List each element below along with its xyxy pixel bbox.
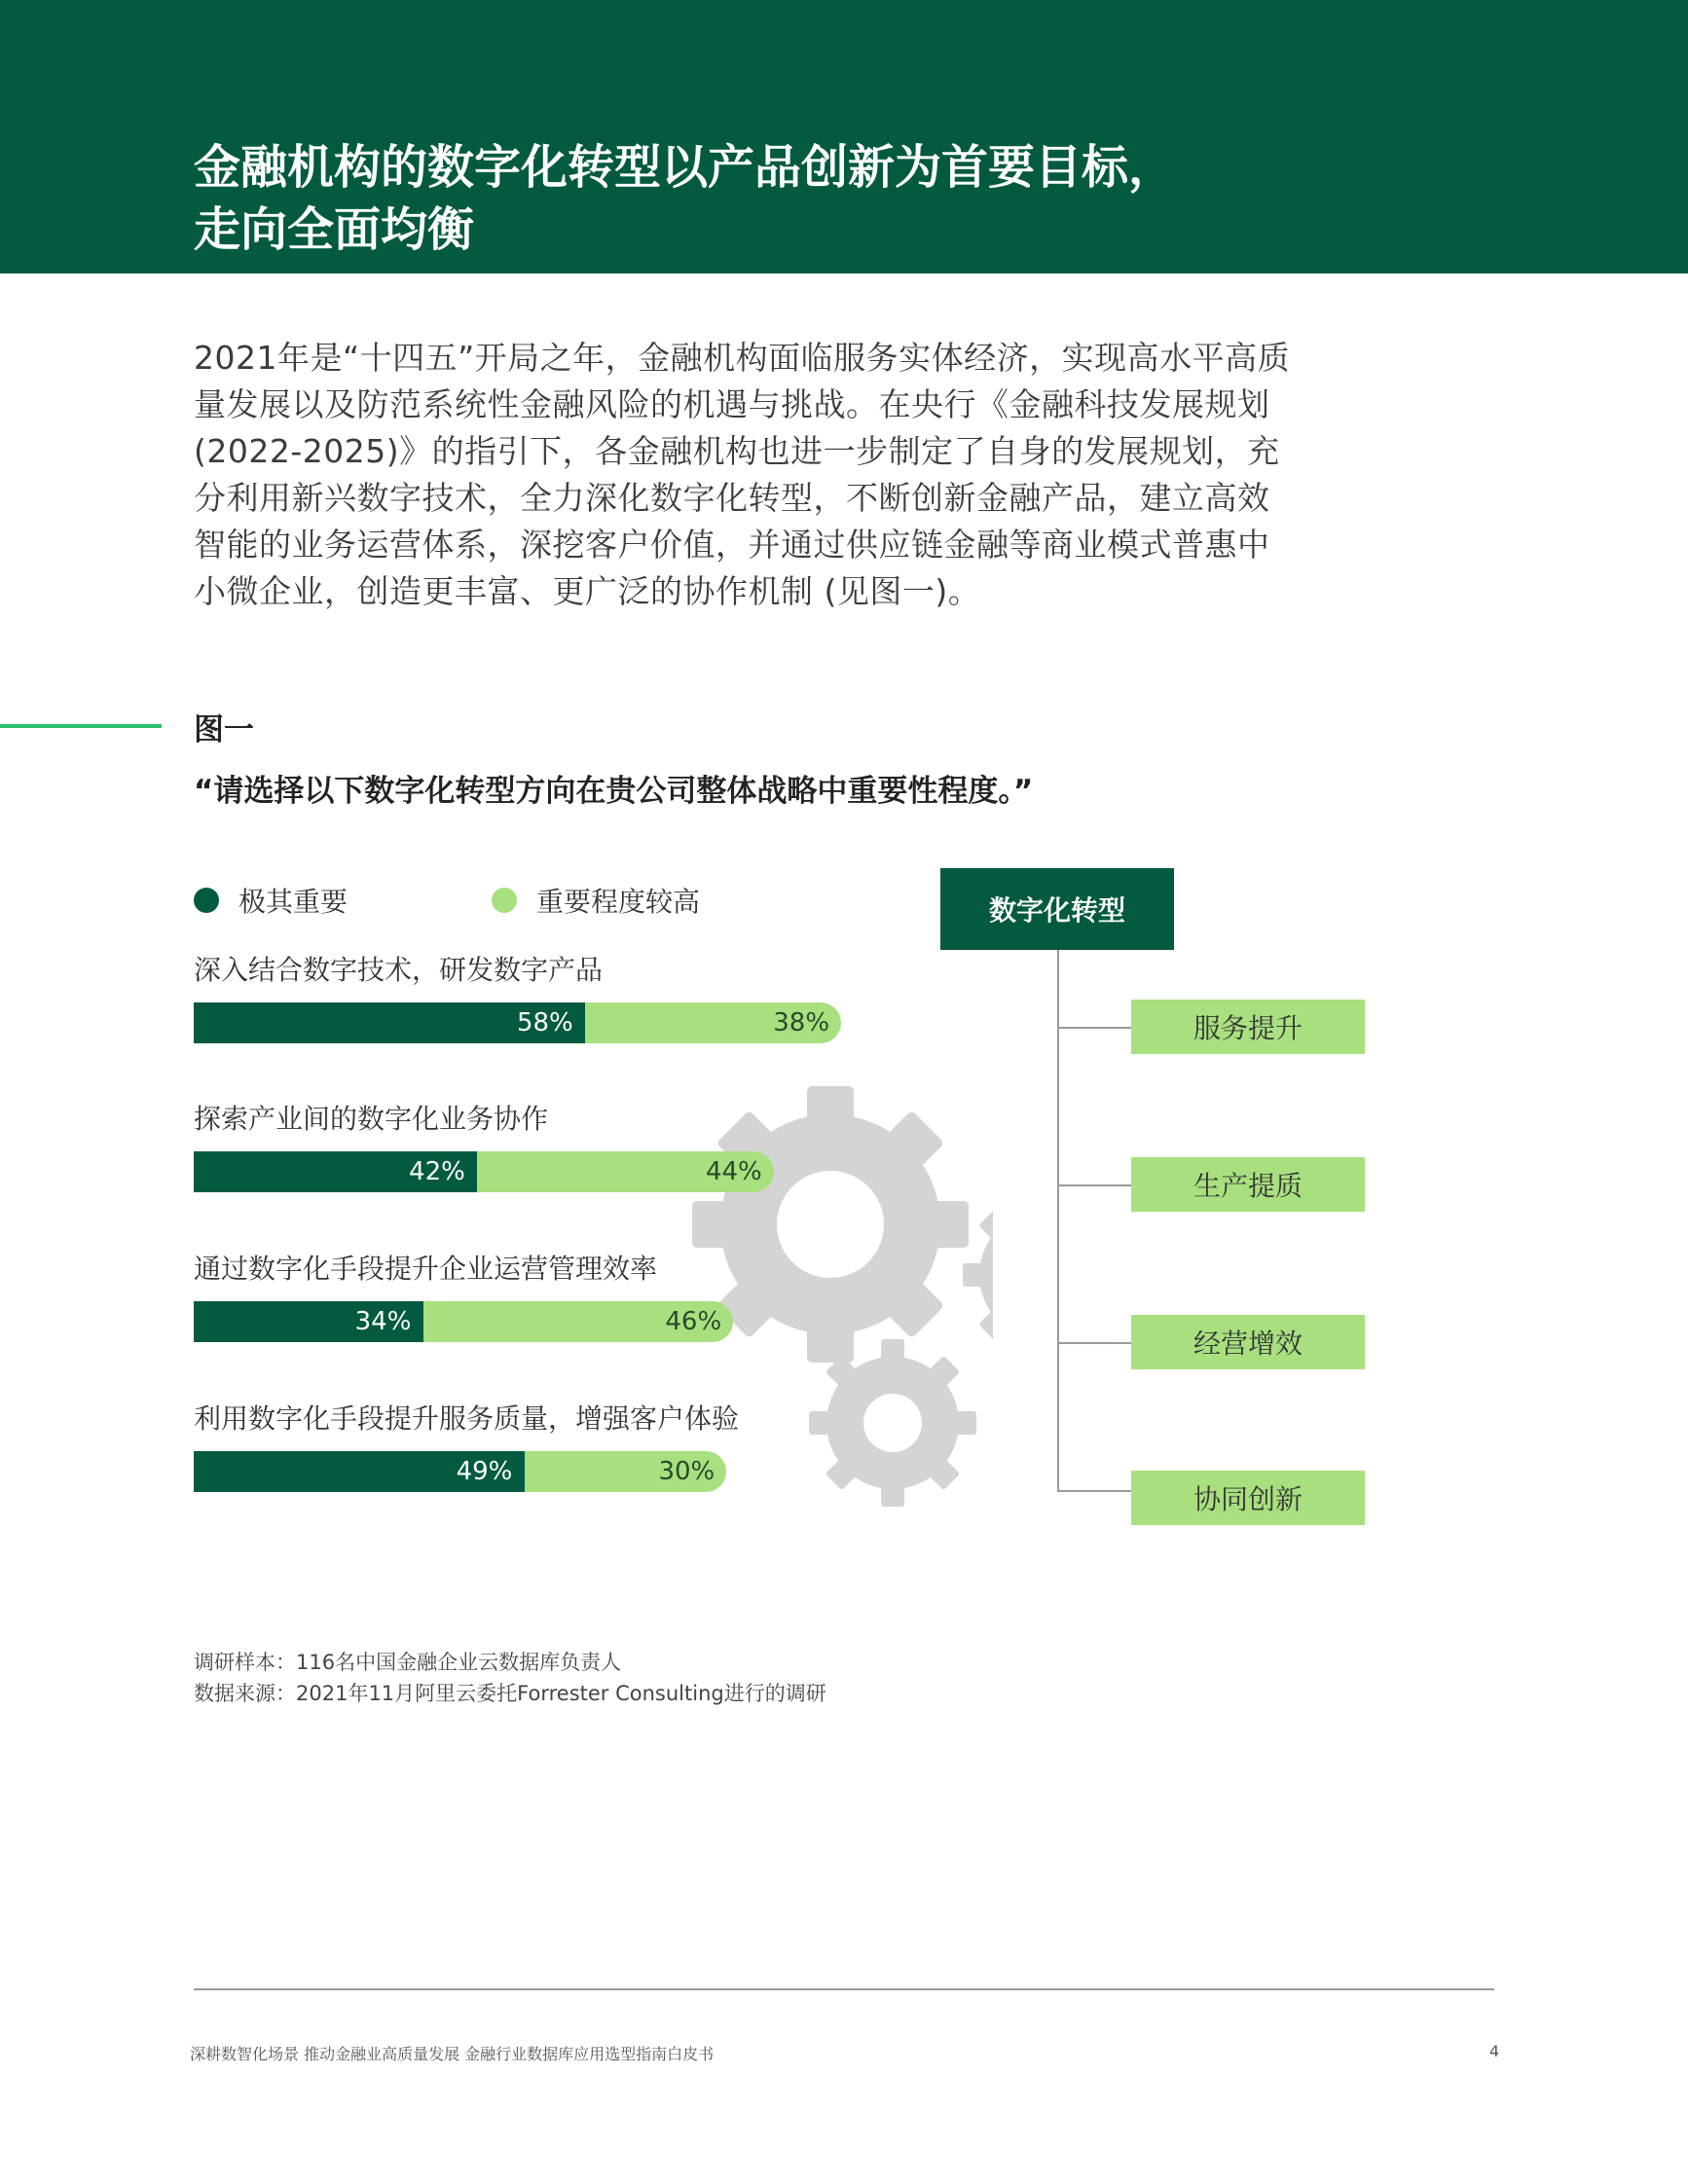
intro-line: 小微企业，创造更丰富、更广泛的协作机制 (见图一)。 (194, 572, 981, 610)
bar-row-4 (194, 1400, 739, 1492)
legend-item-high-importance (492, 881, 700, 920)
intro-line: 2021年是“十四五”开局之年，金融机构面临服务实体经济，实现高水平高质 (194, 339, 1291, 377)
bar-value-label: 34% (354, 1307, 412, 1336)
diagram-leaf-node: 服务提升 (1131, 1000, 1365, 1054)
diagram-leaf-node: 生产提质 (1131, 1157, 1365, 1212)
bar-track (194, 1301, 722, 1342)
diagram-trunk-line (1057, 950, 1059, 1491)
diagram-branch-line (1057, 1027, 1131, 1029)
bar-value-label: 58% (516, 1008, 573, 1037)
bar-category-label: 探索产业间的数字化业务协作 (194, 1103, 549, 1135)
footer-rule (194, 1988, 1494, 1990)
bar-category-label: 通过数字化手段提升企业运营管理效率 (194, 1253, 658, 1285)
figure-question: “请选择以下数字化转型方向在贵公司整体战略中重要性程度。” (194, 774, 1034, 809)
legend-swatch-dark (194, 888, 219, 913)
bar-value-label: 42% (409, 1157, 465, 1186)
figure-accent-rule (0, 724, 162, 728)
bar-row-2 (194, 1100, 762, 1192)
bar-value-label: 38% (773, 1008, 830, 1037)
diagram-root-node: 数字化转型 (940, 868, 1174, 950)
diagram-branch-line (1057, 1184, 1131, 1186)
page-title-line-1: 金融机构的数字化转型以产品创新为首要目标， (194, 140, 1176, 195)
intro-line: 智能的业务运营体系，深挖客户价值，并通过供应链金融等商业模式普惠中 (194, 526, 1270, 564)
intro-line: (2022-2025)》的指引下，各金融机构也进一步制定了自身的发展规划，充 (194, 432, 1280, 470)
bar-category-label: 利用数字化手段提升服务质量，增强客户体验 (194, 1402, 740, 1435)
footer-text: 深耕数智化场景 推动金融业高质量发展 金融行业数据库应用选型指南白皮书 (190, 2045, 715, 2063)
bar-value-label: 46% (665, 1307, 722, 1336)
intro-line: 量发展以及防范系统性金融风险的机遇与挑战。在央行《金融科技发展规划 (194, 385, 1270, 423)
diagram-branch-line (1057, 1490, 1131, 1492)
page-title (194, 136, 1459, 261)
survey-sample-note: 调研样本：116名中国金融企业云数据库负责人 (194, 1651, 622, 1674)
bar-row-3 (194, 1250, 722, 1342)
figure-notes (194, 1647, 826, 1709)
page-title-line-2: 走向全面均衡 (194, 202, 475, 257)
bar-row-1 (194, 951, 830, 1043)
intro-paragraph (194, 335, 1313, 615)
bar-value-label: 30% (658, 1457, 716, 1486)
legend-swatch-light (492, 888, 517, 913)
diagram-leaf-node: 协同创新 (1131, 1471, 1365, 1525)
page-number: 4 (1489, 2042, 1500, 2060)
bar-track (194, 1002, 830, 1043)
figure-label: 图一 (194, 712, 254, 747)
bar-track (194, 1451, 739, 1492)
legend-label: 重要程度较高 (536, 886, 701, 918)
bar-value-label: 49% (456, 1457, 513, 1486)
bar-value-label: 44% (705, 1157, 762, 1186)
diagram-leaf-node: 经营增效 (1131, 1315, 1365, 1369)
diagram-branch-line (1057, 1342, 1131, 1344)
bar-category-label: 深入结合数字技术，研发数字产品 (194, 954, 604, 986)
legend-item-very-important (194, 881, 348, 920)
data-source-note: 数据来源：2021年11月阿里云委托Forrester Consulting进行的调研 (194, 1682, 826, 1705)
bar-track (194, 1151, 762, 1192)
legend-label: 极其重要 (239, 886, 349, 918)
intro-line: 分利用新兴数字技术，全力深化数字化转型，不断创新金融产品，建立高效 (194, 479, 1270, 517)
